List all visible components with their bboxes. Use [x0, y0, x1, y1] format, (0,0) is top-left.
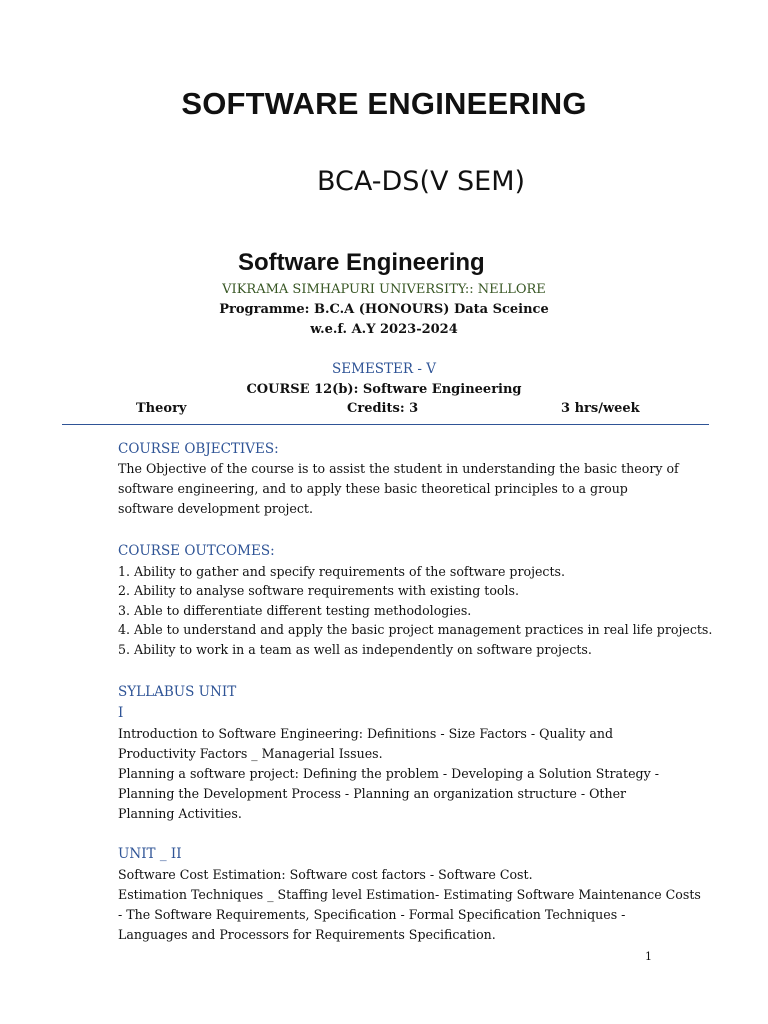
- wef-line: w.e.f. A.Y 2023-2024: [310, 322, 458, 337]
- syllabus-heading: SYLLABUS UNIT: [118, 684, 237, 700]
- course-title: Software Engineering: [238, 249, 485, 276]
- paragraph-line: The Objective of the course is to assist the student in understanding the basic theory of: [118, 461, 679, 476]
- document-subtitle: BCA-DS(V SEM): [317, 166, 526, 197]
- paragraph-line: - The Software Requirements, Specification - Formal Specification Techniques -: [118, 907, 626, 922]
- paragraph-line: Languages and Processors for Requirements Specification.: [118, 927, 496, 942]
- outcomes-list: [118, 562, 712, 659]
- outcome-item: 3. Able to differentiate different testing methodologies.: [118, 602, 472, 618]
- paragraph-line: software development project.: [118, 501, 313, 516]
- university-name: VIKRAMA SIMHAPURI UNIVERSITY:: NELLORE: [222, 282, 546, 297]
- outcome-item: 5. Ability to work in a team as well as independently on software projects.: [118, 641, 592, 657]
- credits-label: Credits: 3: [347, 401, 419, 416]
- paragraph-line: Planning a software project: Defining the problem - Developing a Solution Strategy -: [118, 766, 659, 781]
- hours-label: 3 hrs/week: [561, 401, 640, 416]
- paragraph-line: software engineering, and to apply these basic theoretical principles to a group: [118, 481, 628, 496]
- objectives-heading: COURSE OBJECTIVES:: [118, 441, 279, 457]
- course-code-line: COURSE 12(b): Software Engineering: [246, 382, 522, 397]
- programme-line: Programme: B.C.A (HONOURS) Data Sceince: [219, 302, 549, 317]
- outcome-item: 1. Ability to gather and specify requirements of the software projects.: [118, 564, 566, 579]
- semester-line: SEMESTER - V: [332, 361, 436, 377]
- outcome-item: 2. Ability to analyse software requirements with existing tools.: [118, 583, 519, 599]
- theory-label: Theory: [136, 401, 187, 416]
- header-divider: [62, 424, 709, 425]
- unit1-paragraph: [118, 724, 659, 824]
- unit2-heading: UNIT _ II: [118, 846, 182, 862]
- outcome-item: 4. Able to understand and apply the basic project management practices in real life projects.: [118, 622, 713, 638]
- paragraph-line: Software Cost Estimation: Software cost factors - Software Cost.: [118, 867, 533, 882]
- unit-numeral: I: [118, 705, 124, 721]
- paragraph-line: Planning Activities.: [118, 806, 242, 821]
- outcomes-heading: COURSE OUTCOMES:: [118, 543, 275, 559]
- paragraph-line: Estimation Techniques _ Staffing level Estimation- Estimating Software Maintenance Costs: [118, 887, 701, 902]
- paragraph-line: Introduction to Software Engineering: Definitions - Size Factors - Quality and: [118, 726, 614, 741]
- document-title: SOFTWARE ENGINEERING: [181, 86, 587, 121]
- objectives-paragraph: [118, 459, 679, 519]
- page-number: 1: [645, 950, 652, 963]
- unit2-paragraph: [118, 865, 701, 945]
- paragraph-line: Productivity Factors _ Managerial Issues.: [118, 746, 383, 761]
- paragraph-line: Planning the Development Process - Planning an organization structure - Other: [118, 786, 627, 801]
